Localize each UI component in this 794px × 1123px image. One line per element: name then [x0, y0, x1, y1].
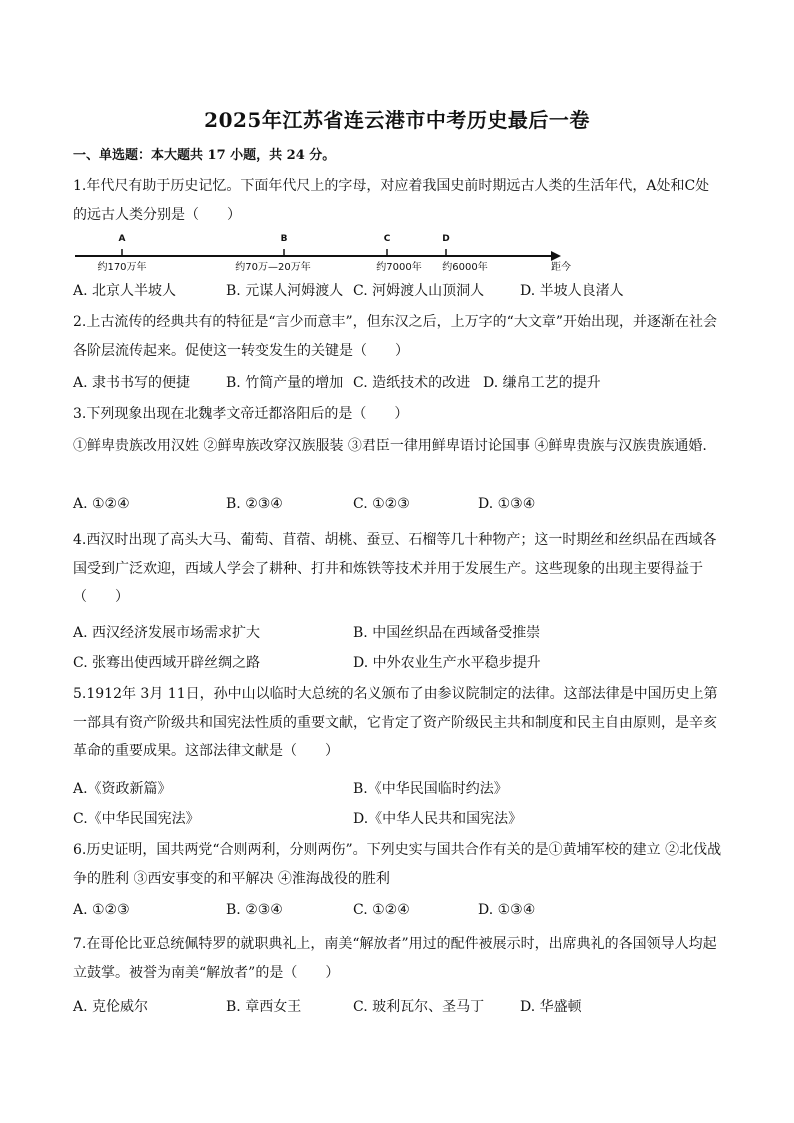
option-c[interactable]: C. ①②④: [353, 902, 410, 918]
timeline-letter-a: A: [118, 234, 126, 244]
question-6-stem: 6.历史证明，国共两党“合则两利，分则两伤”。下列史实与国共合作有关的是①黄埔军校的建立 ②北伐战争的胜利 ③西安事变的和平解决 ④淮海战役的胜利: [73, 842, 722, 887]
timeline-letter-d: D: [442, 234, 450, 244]
option-c[interactable]: C. 河姆渡人山顶洞人: [353, 283, 485, 299]
option-b[interactable]: B. ②③④: [226, 496, 283, 512]
question-1-stem: 1.年代尺有助于历史记忆。下面年代尺上的字母，对应着我国史前时期远古人类的生活年代，A处和C处的远古人类分别是（ ）: [73, 178, 710, 223]
timeline-label-6000: 约6000年: [442, 262, 488, 273]
option-b[interactable]: B. 竹简产量的增加: [226, 375, 344, 391]
question-3-options: [73, 496, 723, 524]
option-b[interactable]: B. 章西女王: [226, 999, 302, 1015]
option-a[interactable]: A. 西汉经济发展市场需求扩大: [73, 625, 261, 641]
option-b[interactable]: B. 中国丝织品在西域备受推崇: [353, 625, 541, 641]
option-a[interactable]: A. 克伦威尔: [73, 999, 149, 1015]
question-4-stem: 4.西汉时出现了高头大马、葡萄、苜蓿、胡桃、蚕豆、石榴等几十种物产；这一时期丝和丝织品在西域各国受到广泛欢迎，西域人学会了耕种、打井和炼铁等技术并用于发展生产。这些现象的出现主要得益于（ ）: [73, 532, 717, 605]
option-c[interactable]: C.《中华民国宪法》: [73, 811, 200, 827]
option-b[interactable]: B. 元谋人河姆渡人: [226, 283, 344, 299]
timeline-arrow-icon: [551, 251, 561, 261]
option-d[interactable]: D. 半坡人良渚人: [520, 283, 624, 299]
option-c[interactable]: C. 玻利瓦尔、圣马丁: [353, 999, 485, 1015]
option-b[interactable]: B. ②③④: [226, 902, 283, 918]
timeline-letter-b: B: [280, 234, 288, 244]
option-c[interactable]: C. 造纸技术的改进: [353, 375, 471, 391]
timeline-letter-c: C: [383, 234, 391, 244]
option-d[interactable]: D. ①③④: [478, 902, 536, 918]
question-5-stem: 5.1912年 3月 11日，孙中山以临时大总统的名义颁布了由参议院制定的法律。这部法律是中国历史上第一部具有资产阶级共和国宪法性质的重要文献，它肯定了资产阶级民主共和制度和民主自由原则，是辛亥革命的重要成果。这部法律文献是（ ）: [73, 686, 718, 759]
question-3-statements: ①鲜卑贵族改用汉姓 ②鲜卑族改穿汉族服装 ③君臣一律用鲜卑语讨论国事 ④鲜卑贵族与汉族贵族通婚.: [73, 438, 707, 454]
question-4-options-row2: [73, 652, 723, 680]
question-3-stem: 3.下列现象出现在北魏孝文帝迁都洛阳后的是（ ）: [73, 406, 409, 422]
question-2-options: [73, 372, 723, 400]
section-heading: 一、单选题：本大题共 17 小题，共 24 分。: [73, 148, 336, 163]
option-d[interactable]: D. 华盛顿: [520, 999, 582, 1015]
question-7-options: [73, 996, 723, 1024]
timeline-ruler: [73, 228, 593, 274]
option-d[interactable]: D.《中华人民共和国宪法》: [353, 811, 523, 827]
question-5-options-row2: [73, 808, 723, 836]
timeline-label-7000: 约7000年: [376, 262, 422, 273]
question-7-stem: 7.在哥伦比亚总统佩特罗的就职典礼上，南美“解放者”用过的配件被展示时，出席典礼的各国领导人均起立鼓掌。被誉为南美“解放者”的是（ ）: [73, 936, 717, 981]
option-a[interactable]: A. 北京人半坡人: [73, 283, 177, 299]
question-5-options-row1: [73, 778, 723, 806]
option-b[interactable]: B.《中华民国临时约法》: [353, 781, 508, 797]
option-c[interactable]: C. 张骞出使西域开辟丝绸之路: [73, 655, 261, 671]
option-a[interactable]: A. ①②③: [73, 902, 130, 918]
timeline-label-70-20: 约70万—20万年: [235, 262, 311, 273]
question-6-options: [73, 902, 723, 930]
timeline-label-170: 约170万年: [97, 262, 147, 273]
option-d[interactable]: D. ①③④: [478, 496, 536, 512]
question-2-stem: 2.上古流传的经典共有的特征是“言少而意丰”，但东汉之后，上万字的“大文章”开始出现，并逐渐在社会各阶层流传起来。促使这一转变发生的关键是（ ）: [73, 314, 717, 359]
option-d[interactable]: D. 中外农业生产水平稳步提升: [353, 655, 541, 671]
question-1-options: [73, 280, 723, 308]
question-4-options-row1: [73, 622, 723, 650]
option-a[interactable]: A. 隶书书写的便捷: [73, 375, 191, 391]
option-a[interactable]: A. ①②④: [73, 496, 130, 512]
option-a[interactable]: A.《资政新篇》: [73, 781, 172, 797]
page-title: 2025年江苏省连云港市中考历史最后一卷: [204, 108, 590, 132]
option-c[interactable]: C. ①②③: [353, 496, 410, 512]
timeline-label-now: 距今: [551, 262, 571, 273]
option-d[interactable]: D. 缣帛工艺的提升: [483, 375, 601, 391]
